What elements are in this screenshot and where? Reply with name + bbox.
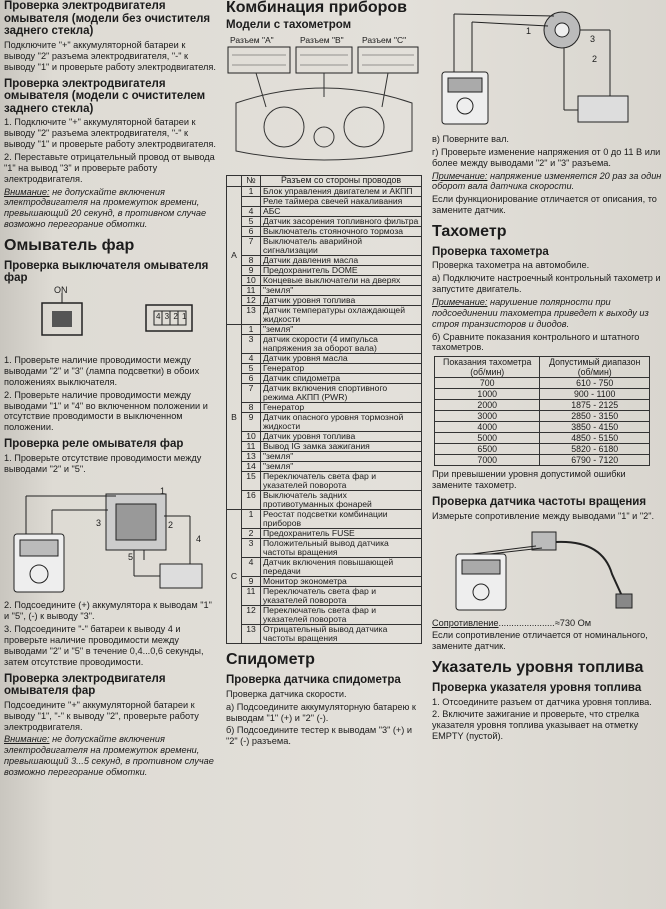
pin-description: "земля": [261, 452, 422, 462]
pin-number: [242, 196, 261, 206]
table-row: [227, 216, 422, 226]
rpm-sensor-diagram: [432, 524, 660, 616]
table-row: [227, 539, 422, 558]
warning-note-1: [4, 187, 217, 230]
list-item: 1. Проверьте наличие проводимости между выводами "2" и "3" (лампа подсветки) в обоих положениях выключателя.: [4, 355, 200, 387]
tach-reading: 4000: [435, 422, 540, 433]
tach-reading: 5000: [435, 433, 540, 444]
warning-label: Внимание:: [4, 734, 50, 745]
pin-description: Датчик температуры охлаждающей жидкости: [261, 305, 422, 324]
resistance-label: Сопротивление: [432, 617, 499, 628]
relay-label-3: 3: [96, 518, 102, 529]
pin-description: Положительный вывод датчика частоты вращения: [261, 539, 422, 558]
pin-number: 11: [242, 442, 261, 452]
table-row: [227, 353, 422, 363]
rpm-after: Если сопротивление отличается от номинального, замените датчик.: [432, 630, 648, 652]
table-header-no: №: [242, 176, 261, 186]
table-row: [227, 491, 422, 510]
pin-number: 8: [242, 403, 261, 413]
note-label: Примечание:: [432, 170, 488, 181]
table-row: [227, 255, 422, 265]
rpm-sensor-title: Проверка датчика частоты вращения: [432, 496, 647, 509]
pin-description: Отрицательный вывод датчика частоты вращения: [261, 625, 422, 644]
pin-number: 4: [242, 558, 261, 577]
table-header-side: Разъем со стороны проводов: [261, 176, 422, 186]
switch-check-steps: [4, 355, 217, 433]
connector-b-label: Разъем "B": [300, 35, 344, 46]
pin-number: 5: [242, 216, 261, 226]
pin-number: 16: [242, 491, 261, 510]
pin-description: Блок управления двигателем и АКПП: [261, 186, 422, 196]
table-row: [435, 411, 650, 422]
pin-number: 13: [242, 452, 261, 462]
speed-sensor-figure: [432, 2, 662, 132]
tach-step-a: а) Подключите настроечный контрольный тахометр и запустите двигатель.: [432, 273, 661, 295]
fig-label-1: 1: [526, 26, 532, 36]
relay-check-title: Проверка реле омывателя фар: [4, 438, 184, 451]
relay-label-1: 1: [160, 486, 166, 497]
tach-range: 4850 - 5150: [540, 433, 650, 444]
pin-description: "земля": [261, 462, 422, 472]
tach-range: 900 - 1100: [540, 389, 650, 400]
table-row: [227, 363, 422, 373]
table-row: [227, 236, 422, 255]
tacho-models-subtitle: Модели с тахометром: [226, 18, 352, 31]
resistance-line: [432, 618, 662, 629]
note-speed: [432, 171, 662, 193]
pin-number: 8: [242, 255, 261, 265]
list-item: 2. Проверьте наличие проводимости между выводами "1" и "4" во включенном положении и отсутствие проводимости в выключенном положении.: [4, 389, 208, 433]
connector-a-label: Разъем "A": [230, 35, 274, 46]
pin-description: Датчик уровня масла: [261, 353, 422, 363]
column-left: [4, 0, 217, 909]
pin-description: Датчик уровня топлива: [261, 295, 422, 305]
tach-step-b: б) Сравните показания контрольного и штатного тахометров.: [432, 331, 640, 353]
fuel-gauge-title: Указатель уровня топлива: [432, 659, 644, 677]
tach-reading: 2000: [435, 400, 540, 411]
table-row: [227, 510, 422, 529]
pin-description: Датчик засорения топливного фильтра: [261, 216, 422, 226]
rear-washer-no-wiper-title: Проверка электродвигателя омывателя (модели без очистителя заднего стекла): [4, 0, 211, 38]
table-header-group: [227, 176, 242, 186]
table-row: [227, 606, 422, 625]
table-row: [227, 442, 422, 452]
pin-description: Датчик включения повышающей передачи: [261, 558, 422, 577]
pin-description: Вывод IG замка зажигания: [261, 442, 422, 452]
rpm-sensor-figure: [432, 524, 662, 616]
rear-washer-with-wiper-title: Проверка электродвигателя омывателя (модели с очистителем заднего стекла): [4, 77, 206, 115]
pin-number: 4: [242, 353, 261, 363]
table-row: [227, 383, 422, 402]
cluster-figure: [226, 33, 422, 173]
pin-description: Реле таймера свечей накаливания: [261, 196, 422, 206]
pin-number: 9: [242, 577, 261, 587]
pin-description: АБС: [261, 206, 422, 216]
pin-description: Концевые выключатели на дверях: [261, 275, 422, 285]
list-item: 1. Подключите "+" аккумуляторной батареи к выводу "2" разъема электродвигателя, "-" к выводу "1" и проверьте работу электродвигателя.: [4, 117, 216, 150]
table-row: [435, 400, 650, 411]
table-row: [227, 413, 422, 432]
table-row: [227, 285, 422, 295]
tach-reading: 700: [435, 378, 540, 389]
fig-label-3: 3: [590, 34, 596, 44]
pin-number: 11: [242, 587, 261, 606]
table-row: [435, 444, 650, 455]
tach-reading: 6500: [435, 444, 540, 455]
connector-c-label: Разъем "C": [362, 35, 407, 46]
resistance-value: ......................≈730 Ом: [498, 617, 592, 628]
tach-range: 6790 - 7120: [540, 455, 650, 466]
table-row: [435, 455, 650, 466]
table-row: [227, 226, 422, 236]
pin-number: 6: [242, 226, 261, 236]
note-tach: [432, 297, 662, 330]
rear-washer-no-wiper-text: Подключите "+" аккумуляторной батареи к выводу "2" разъема электродвигателя, "-" к выводу "1" и проверьте работу электродвигателя.: [4, 39, 216, 72]
headlamp-washer-title: Омыватель фар: [4, 237, 135, 255]
table-row: [227, 373, 422, 383]
tach-intro: Проверка тахометра на автомобиле.: [432, 260, 590, 271]
pin-number: 13: [242, 305, 261, 324]
tach-range: 610 - 750: [540, 378, 650, 389]
pin-description: Переключатель света фар и указателей поворота: [261, 587, 422, 606]
table-row: [227, 403, 422, 413]
pin-number: 6: [242, 373, 261, 383]
pin-description: "земля": [261, 285, 422, 295]
tach-range: 3850 - 4150: [540, 422, 650, 433]
warning-note-2: [4, 734, 217, 777]
headlamp-motor-text: Подсоедините "+" аккумуляторной батареи к выводу "1", "-" к выводу "2", проверьте работу электродвигателя.: [4, 699, 199, 732]
tach-range: 2850 - 3150: [540, 411, 650, 422]
table-row: [435, 433, 650, 444]
table-row: [435, 422, 650, 433]
table-row: [227, 558, 422, 577]
pin-description: Датчик спидометра: [261, 373, 422, 383]
speedo-text-0: Проверка датчика скорости.: [226, 688, 347, 699]
pin-number: 7: [242, 236, 261, 255]
switch-check-title: Проверка выключателя омывателя фар: [4, 259, 209, 285]
speed-sensor-diagram: [432, 2, 660, 132]
table-row: [227, 432, 422, 442]
warning-text: не допускайте включения электродвигателя на промежуток времени, превышающий 20 секунд, в противном случае возможно перегорание обмотки.: [4, 186, 207, 230]
table-row: [227, 324, 422, 334]
tach-reading: 3000: [435, 411, 540, 422]
warning-text: не допускайте включения электродвигателя на промежуток времени, превышающий 3...5 секунд, в противном случае возможно перегорание обмотки.: [4, 734, 214, 778]
cluster-pin-table: [226, 175, 422, 644]
pin-number: 9: [242, 265, 261, 275]
pin-description: Датчик уровня топлива: [261, 432, 422, 442]
relay-label-2: 2: [168, 520, 174, 531]
column-right: [432, 0, 662, 909]
pin-number: 13: [242, 625, 261, 644]
rpm-sensor-text: Измерьте сопротивление между выводами "1" и "2".: [432, 510, 655, 521]
pin-description: Переключатель света фар и указателей поворота: [261, 606, 422, 625]
connector-pins-label: 4 3 2 1: [156, 312, 188, 322]
table-row: [435, 378, 650, 389]
fuel-step-2: 2. Включите зажигание и проверьте, что стрелка указателя уровня топлива указывает на отметку EMPTY (пустой).: [432, 709, 640, 742]
relay-check-steps: [4, 600, 217, 667]
pin-description: "земля": [261, 324, 422, 334]
column-middle: [226, 0, 422, 909]
pin-description: Переключатель света фар и указателей поворота: [261, 472, 422, 491]
note-label: Примечание:: [432, 297, 488, 308]
pin-number: 10: [242, 275, 261, 285]
pin-description: Генератор: [261, 403, 422, 413]
table-row: [227, 472, 422, 491]
pin-description: Предохранитель DOME: [261, 265, 422, 275]
tach-check-title: Проверка тахометра: [432, 245, 549, 258]
pin-number: 3: [242, 334, 261, 353]
fuel-check-title: Проверка указателя уровня топлива: [432, 681, 642, 694]
warning-label: Внимание:: [4, 186, 50, 197]
speedo-sensor-title: Проверка датчика спидометра: [226, 674, 401, 687]
relay-label-5: 5: [128, 552, 134, 563]
tachometer-title: Тахометр: [432, 223, 507, 241]
table-row: [227, 529, 422, 539]
tach-table-header-2: Допустимый диапазон (об/мин): [540, 357, 650, 378]
table-row: [435, 389, 650, 400]
table-row: [227, 305, 422, 324]
pin-number: 1: [242, 186, 261, 196]
table-row: [227, 265, 422, 275]
pin-description: датчик скорости (4 импульса напряжения за оборот вала): [261, 334, 422, 353]
switch-on-label: ON: [54, 285, 68, 296]
rear-washer-steps: [4, 117, 217, 184]
pin-number: 7: [242, 383, 261, 402]
pin-number: 1: [242, 510, 261, 529]
pin-number: 2: [242, 529, 261, 539]
pin-number: 15: [242, 472, 261, 491]
table-row: [227, 275, 422, 285]
table-row: [227, 577, 422, 587]
list-item: 2. Подсоедините (+) аккумулятора к выводам "1" и "5", (-) к выводу "3".: [4, 600, 212, 622]
pin-description: Монитор эконометра: [261, 577, 422, 587]
table-row: [227, 625, 422, 644]
pin-number: 1: [242, 324, 261, 334]
pin-description: Реостат подсветки комбинации приборов: [261, 510, 422, 529]
tach-range: 1875 - 2125: [540, 400, 650, 411]
pin-number: 12: [242, 295, 261, 305]
pin-description: Предохранитель FUSE: [261, 529, 422, 539]
fuel-step-1: 1. Отсоедините разъем от датчика уровня топлива.: [432, 696, 652, 707]
speedo-text-2: б) Подсоедините тестер к выводам "3" (+) и "2" (-) разъема.: [226, 725, 413, 747]
relay-figure: [4, 476, 217, 598]
pin-number: 4: [242, 206, 261, 216]
pin-description: Датчик давления масла: [261, 255, 422, 265]
pin-number: 5: [242, 363, 261, 373]
list-item: 3. Подсоедините "-" батареи к выводу 4 и проверьте наличие проводимости между выводами "2" и "5" в течение 0,4...0,6 секунды, затем отсутствие проводимости.: [4, 624, 204, 667]
pin-description: Выключатель аварийной сигнализации: [261, 236, 422, 255]
group-letter: B: [227, 324, 242, 509]
relay-label-4: 4: [196, 534, 202, 545]
speedometer-title: Спидометр: [226, 651, 315, 669]
tach-table: [434, 356, 650, 466]
note-text: напряжение изменяется 20 раз за один оборот вала датчика скорости.: [432, 170, 662, 192]
pin-number: 14: [242, 462, 261, 472]
table-row: [227, 462, 422, 472]
tach-after: При превышении уровня допустимой ошибки замените тахометр.: [432, 469, 626, 491]
pin-number: 10: [242, 432, 261, 442]
cluster-diagram: [226, 33, 422, 173]
tach-reading: 1000: [435, 389, 540, 400]
tach-range: 5820 - 6180: [540, 444, 650, 455]
instrument-cluster-title: Комбинация приборов: [226, 0, 407, 16]
table-row: [227, 587, 422, 606]
tach-reading: 7000: [435, 455, 540, 466]
table-row: [227, 295, 422, 305]
table-row: [227, 186, 422, 196]
speed-after: Если функционирование отличается от описания, то замените датчик.: [432, 194, 657, 216]
group-letter: A: [227, 186, 242, 324]
table-row: [227, 196, 422, 206]
pin-description: Датчик включения спортивного режима АКПП (PWR): [261, 383, 422, 402]
table-row: [227, 206, 422, 216]
group-letter: C: [227, 510, 242, 644]
table-row: [227, 334, 422, 353]
pin-number: 9: [242, 413, 261, 432]
table-row: [227, 452, 422, 462]
list-item: 2. Переставьте отрицательный провод от вывода "1" на вывод "3" и проверьте работу электродвигателя.: [4, 152, 215, 184]
relay-check-step1: 1. Проверьте отсутствие проводимости между выводами "2" и "5".: [4, 452, 202, 474]
pin-number: 12: [242, 606, 261, 625]
speedo-text-1: а) Подсоедините аккумуляторную батарею к выводам "1" (+) и "2" (-).: [226, 701, 416, 723]
pin-number: 11: [242, 285, 261, 295]
fig-label-2: 2: [592, 54, 598, 64]
note-text: нарушение полярности при подсоединении тахометра приведет к выходу из строя транзисторов и диодов.: [432, 297, 649, 329]
switch-figure: [4, 287, 217, 353]
relay-diagram: [4, 476, 214, 598]
speed-step-v: в) Поверните вал.: [432, 134, 509, 144]
pin-description: Генератор: [261, 363, 422, 373]
pin-number: 3: [242, 539, 261, 558]
pin-description: Датчик опасного уровня тормозной жидкости: [261, 413, 422, 432]
speed-step-g: г) Проверьте изменение напряжения от 0 до 11 В или более между выводами "2" и "3" разъема.: [432, 146, 661, 168]
tach-table-header-1: Показания тахометра (об/мин): [435, 357, 540, 378]
headlamp-motor-title: Проверка электродвигателя омывателя фар: [4, 672, 166, 698]
pin-description: Выключатель задних противотуманных фонарей: [261, 491, 422, 510]
pin-description: Выключатель стояночного тормоза: [261, 226, 422, 236]
